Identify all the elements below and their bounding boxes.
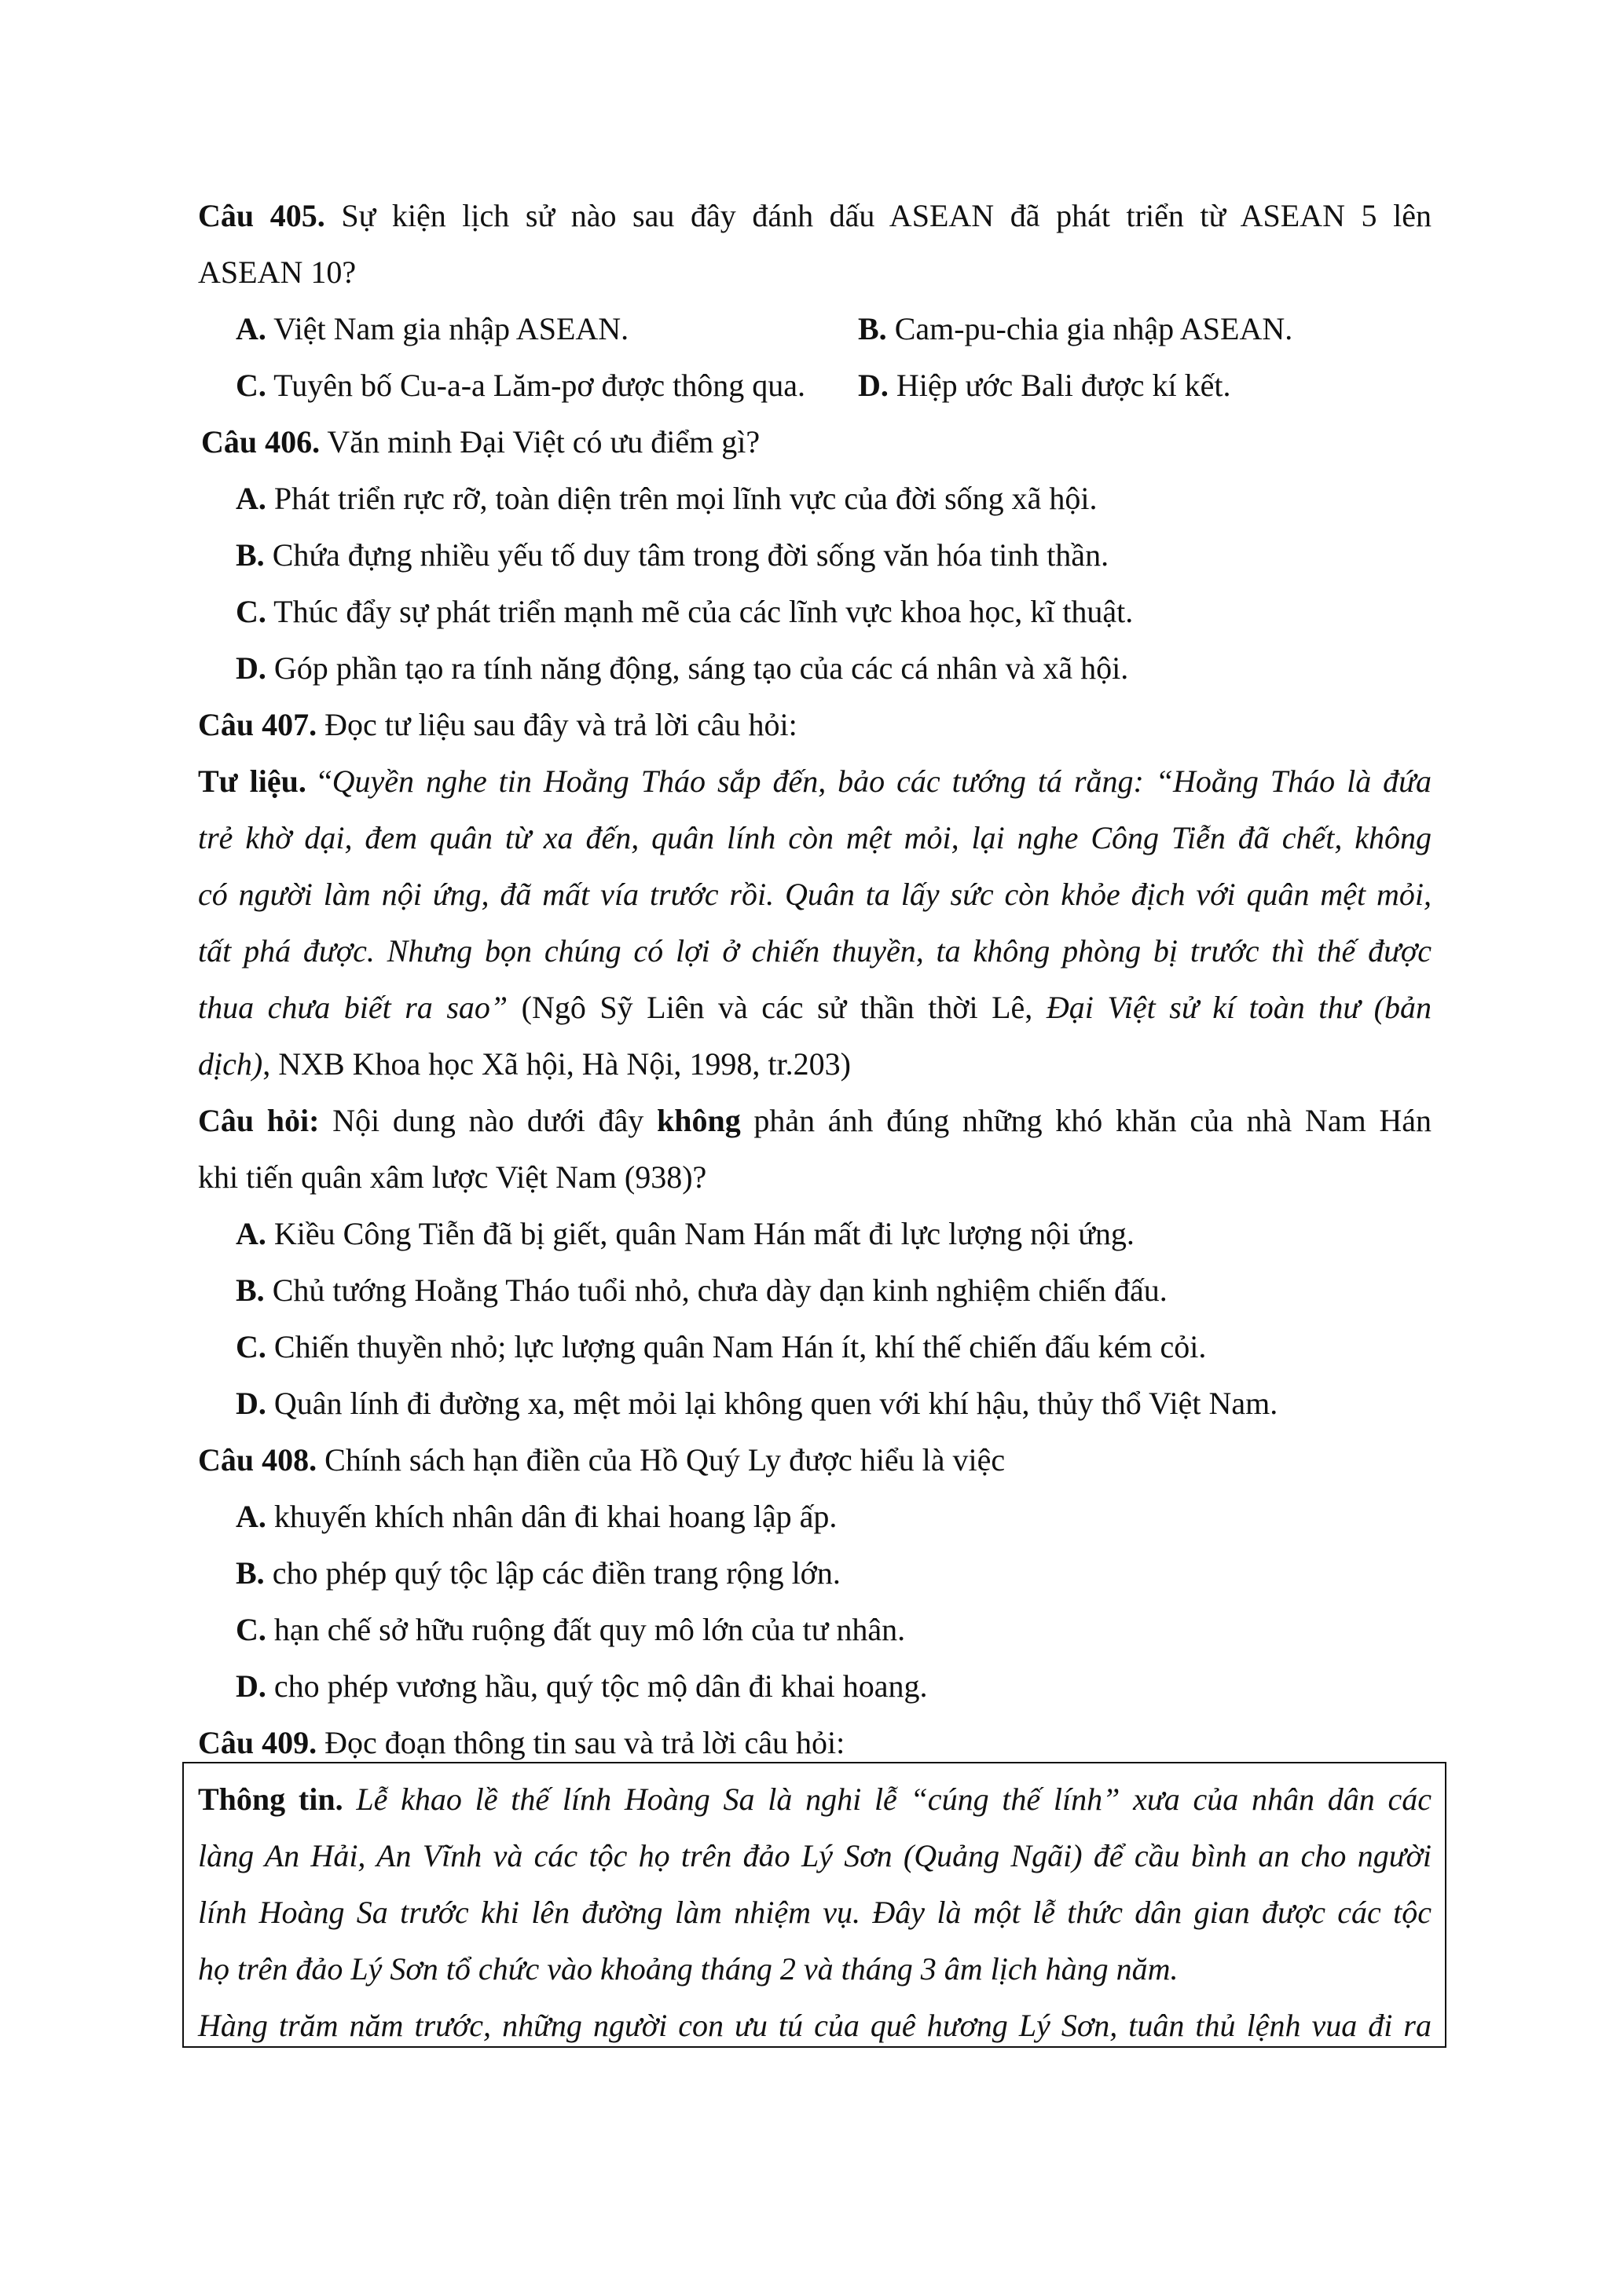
question-408	[198, 1442, 1006, 1478]
option-a	[236, 1218, 1135, 1250]
info-line-2: làng An Hải, An Vĩnh và các tộc họ trên đảo Lý Sơn (Quảng Ngãi) để cầu bình an cho người	[198, 1838, 1432, 1873]
option-d	[236, 650, 1129, 686]
option-text: Cam-pu-chia gia nhập ASEAN.	[894, 311, 1293, 346]
option-letter: B.	[236, 1555, 265, 1591]
option-letter: C.	[236, 1329, 266, 1364]
option-text: Tuyên bố Cu-a-a Lăm-pơ được thông qua.	[273, 368, 806, 403]
question-409	[198, 1727, 845, 1759]
option-d	[858, 370, 1230, 401]
question-number: Câu 405.	[198, 198, 325, 233]
open-quote: “	[317, 764, 332, 799]
info-text: Lễ khao lề thế lính Hoàng Sa là nghi lễ “cúng thế lính” xưa của nhân dân các	[343, 1782, 1432, 1817]
sub-question-text: phản ánh đúng những khó khăn của nhà Nam Hán	[740, 1103, 1432, 1138]
option-text: Chủ tướng Hoằng Tháo tuổi nhỏ, chưa dày dạn kinh nghiệm chiến đấu.	[272, 1273, 1168, 1308]
option-c	[236, 370, 805, 401]
source-quote: thua chưa biết ra sao”	[198, 990, 508, 1025]
option-b	[858, 313, 1292, 345]
option-letter: A.	[236, 1216, 266, 1251]
question-number: Câu 407.	[198, 707, 317, 742]
option-letter: C.	[236, 594, 266, 629]
source-line-2: trẻ khờ dại, đem quân từ xa đến, quân lính còn mệt mỏi, lại nghe Công Tiễn đã chết, không	[198, 820, 1432, 855]
question-text: Chính sách hạn điền của Hồ Quý Ly được hiểu là việc	[324, 1442, 1006, 1478]
question-text: ASEAN 10?	[198, 255, 357, 290]
source-line-6	[198, 1046, 851, 1082]
sub-question-line-1	[198, 1105, 1432, 1137]
option-c	[236, 1614, 905, 1646]
sub-question-text: Nội dung nào dưới đây	[319, 1103, 657, 1138]
option-text: Hiệp ước Bali được kí kết.	[896, 368, 1231, 403]
option-text: Việt Nam gia nhập ASEAN.	[273, 311, 629, 346]
option-letter: C.	[236, 368, 266, 403]
option-text: hạn chế sở hữu ruộng đất quy mô lớn của tư nhân.	[273, 1612, 906, 1647]
option-b	[236, 1275, 1168, 1306]
question-405-line-1	[198, 200, 1432, 232]
option-text: Quân lính đi đường xa, mệt mỏi lại không quen với khí hậu, thủy thổ Việt Nam.	[273, 1386, 1278, 1421]
info-line-1	[198, 1784, 1432, 1815]
question-number: Câu 406.	[201, 424, 321, 460]
option-b	[236, 537, 1109, 573]
option-letter: D.	[858, 368, 889, 403]
option-text: Góp phần tạo ra tính năng động, sáng tạo của các cá nhân và xã hội.	[273, 650, 1129, 686]
info-line-5: Hàng trăm năm trước, những người con ưu tú của quê hương Lý Sơn, tuân thủ lệnh vua đi ra	[198, 2008, 1432, 2043]
book-title: Đại Việt sử kí toàn thư (bản	[1046, 990, 1432, 1025]
option-text: cho phép quý tộc lập các điền trang rộng lớn.	[272, 1555, 841, 1591]
question-text: Văn minh Đại Việt có ưu điểm gì?	[327, 424, 761, 460]
sub-question-line-2: khi tiến quân xâm lược Việt Nam (938)?	[198, 1159, 707, 1195]
source-line-4: tất phá được. Nhưng bọn chúng có lợi ở chiến thuyền, ta không phòng bị trước thì thế được	[198, 933, 1432, 969]
source-quote: Quyền nghe tin Hoằng Tháo sắp đến, bảo các tướng tá rằng: “Hoằng Tháo là đứa	[332, 764, 1432, 799]
info-line-4: họ trên đảo Lý Sơn tổ chức vào khoảng tháng 2 và tháng 3 âm lịch hàng năm.	[198, 1951, 1179, 1987]
option-text: Chiến thuyền nhỏ; lực lượng quân Nam Hán ít, khí thế chiến đấu kém cỏi.	[273, 1329, 1207, 1364]
question-407	[198, 709, 797, 741]
question-number: Câu 409.	[198, 1725, 317, 1760]
option-text: Chứa đựng nhiều yếu tố duy tâm trong đời sống văn hóa tinh thần.	[272, 537, 1109, 573]
book-title: dịch)	[198, 1046, 263, 1082]
question-text: Sự kiện lịch sử nào sau đây đánh dấu ASEAN đã phát triển từ ASEAN 5 lên	[341, 198, 1432, 233]
question-text: Đọc tư liệu sau đây và trả lời câu hỏi:	[324, 707, 797, 742]
option-text: cho phép vương hầu, quý tộc mộ dân đi khai hoang.	[273, 1668, 928, 1704]
source-citation: , NXB Khoa học Xã hội, Hà Nội, 1998, tr.203)	[262, 1046, 851, 1082]
option-b	[236, 1555, 841, 1591]
info-label: Thông tin.	[198, 1782, 343, 1817]
option-c	[236, 1331, 1206, 1363]
option-letter: A.	[236, 481, 266, 516]
option-letter: C.	[236, 1612, 266, 1647]
option-text: Thúc đẩy sự phát triển mạnh mẽ của các lĩnh vực khoa học, kĩ thuật.	[273, 594, 1134, 629]
option-letter: A.	[236, 1499, 266, 1534]
option-letter: B.	[858, 311, 887, 346]
option-letter: D.	[236, 1386, 266, 1421]
question-text: Đọc đoạn thông tin sau và trả lời câu hỏi:	[324, 1725, 845, 1760]
source-citation: (Ngô Sỹ Liên và các sử thần thời Lê,	[508, 990, 1047, 1025]
option-a	[236, 483, 1098, 514]
option-a	[236, 1501, 837, 1532]
option-text: Kiều Công Tiễn đã bị giết, quân Nam Hán mất đi lực lượng nội ứng.	[273, 1216, 1135, 1251]
option-letter: A.	[236, 311, 266, 346]
option-d	[236, 1388, 1278, 1419]
option-text: Phát triển rực rỡ, toàn diện trên mọi lĩnh vực của đời sống xã hội.	[273, 481, 1098, 516]
option-letter: D.	[236, 1668, 266, 1704]
option-letter: B.	[236, 537, 265, 573]
emphasis-word: không	[656, 1103, 741, 1138]
option-c	[236, 596, 1133, 628]
source-line-5	[198, 992, 1432, 1023]
question-405-line-2	[198, 257, 356, 288]
source-label: Tư liệu.	[198, 764, 306, 799]
source-line-3: có người làm nội ứng, đã mất vía trước rồi. Quân ta lấy sức còn khỏe địch với quân mệt mỏi,	[198, 877, 1432, 912]
option-a	[236, 313, 629, 345]
option-text: khuyến khích nhân dân đi khai hoang lập ấp.	[273, 1499, 838, 1534]
question-number: Câu 408.	[198, 1442, 317, 1478]
question-406	[201, 424, 761, 460]
option-letter: B.	[236, 1273, 265, 1308]
option-d	[236, 1668, 928, 1704]
source-line-1	[198, 766, 1432, 797]
sub-question-label: Câu hỏi:	[198, 1103, 320, 1138]
info-line-3: lính Hoàng Sa trước khi lên đường làm nhiệm vụ. Đây là một lễ thức dân gian được các tộc	[198, 1895, 1432, 1930]
option-letter: D.	[236, 650, 266, 686]
